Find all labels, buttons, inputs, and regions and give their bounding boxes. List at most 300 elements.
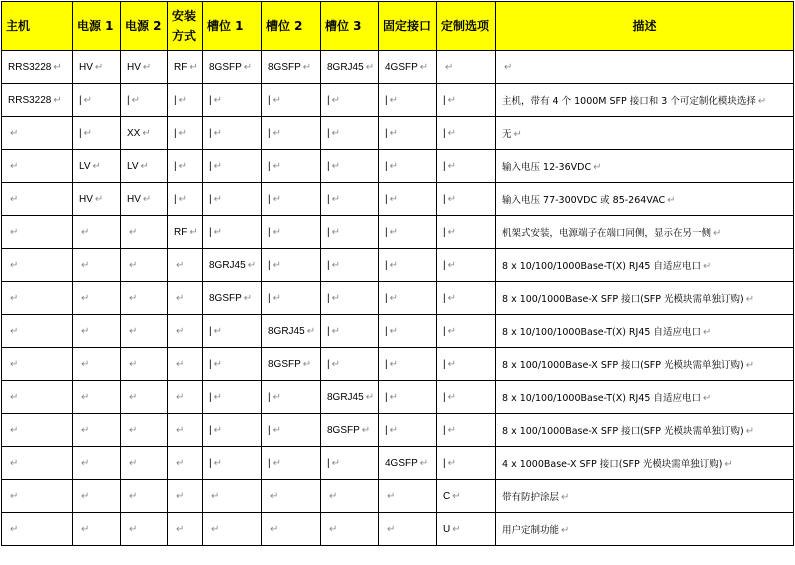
cell-fixed-port <box>379 513 437 546</box>
cell-text: | <box>327 193 330 205</box>
cell-description <box>496 282 794 315</box>
paragraph-mark-icon: ↵ <box>452 523 461 535</box>
cell-slot-2 <box>262 282 321 315</box>
cell-text: | <box>327 358 330 370</box>
cell-text: | <box>327 94 330 106</box>
paragraph-mark-icon: ↵ <box>513 129 522 140</box>
cell-text: 8GSFP <box>268 358 301 370</box>
paragraph-mark-icon: ↵ <box>419 61 429 73</box>
cell-host <box>2 513 73 546</box>
cell-text: HV <box>127 61 141 73</box>
cell-host <box>2 414 73 447</box>
cell-text: | <box>443 127 446 139</box>
cell-text: | <box>268 424 271 436</box>
cell-text: | <box>268 127 271 139</box>
paragraph-mark-icon: ↵ <box>272 457 281 469</box>
cell-power-2 <box>121 315 168 348</box>
paragraph-mark-icon: ↵ <box>447 94 456 106</box>
paragraph-mark-icon: ↵ <box>142 127 151 139</box>
table-body <box>2 51 794 546</box>
cell-mounting <box>168 447 203 480</box>
col-header-slot-1: 槽位 1 <box>203 2 262 51</box>
ordering-spec-table <box>1 1 794 546</box>
paragraph-mark-icon: ↵ <box>189 226 198 238</box>
paragraph-mark-icon: ↵ <box>389 226 398 238</box>
paragraph-mark-icon: ↵ <box>331 226 340 238</box>
cell-power-1 <box>73 150 121 183</box>
cell-mounting <box>168 513 203 546</box>
table-row <box>2 513 794 546</box>
cell-host <box>2 150 73 183</box>
paragraph-mark-icon: ↵ <box>213 94 222 106</box>
cell-power-2 <box>121 381 168 414</box>
table-row <box>2 84 794 117</box>
cell-power-2 <box>121 513 168 546</box>
cell-text: | <box>327 292 330 304</box>
paragraph-mark-icon: ↵ <box>702 327 712 338</box>
cell-text: RF <box>174 226 188 238</box>
paragraph-mark-icon: ↵ <box>389 160 398 172</box>
paragraph-mark-icon: ↵ <box>270 523 279 535</box>
cell-fixed-port <box>379 282 437 315</box>
cell-text: | <box>268 94 271 106</box>
table-row <box>2 150 794 183</box>
table-row <box>2 282 794 315</box>
cell-text: | <box>79 94 82 106</box>
cell-text: 8 x 10/100/1000Base-T(X) RJ45 自适应电口 <box>502 393 701 404</box>
cell-text: | <box>268 160 271 172</box>
cell-power-1 <box>73 84 121 117</box>
paragraph-mark-icon: ↵ <box>213 325 222 337</box>
table-row <box>2 216 794 249</box>
cell-text: 8 x 100/1000Base-X SFP 接口(SFP 光模块需单独订购) <box>502 294 744 305</box>
cell-slot-3 <box>321 117 379 150</box>
paragraph-mark-icon: ↵ <box>211 523 220 535</box>
paragraph-mark-icon: ↵ <box>331 358 340 370</box>
cell-text: | <box>443 160 446 172</box>
cell-text: | <box>268 259 271 271</box>
paragraph-mark-icon: ↵ <box>757 96 767 107</box>
cell-slot-1 <box>203 348 262 381</box>
cell-fixed-port <box>379 381 437 414</box>
cell-slot-3 <box>321 216 379 249</box>
paragraph-mark-icon: ↵ <box>211 490 220 502</box>
cell-text: | <box>385 358 388 370</box>
cell-description <box>496 348 794 381</box>
cell-text: 4GSFP <box>385 457 418 469</box>
cell-power-2 <box>121 183 168 216</box>
table-row <box>2 249 794 282</box>
cell-host <box>2 315 73 348</box>
cell-text: | <box>209 325 212 337</box>
paragraph-mark-icon: ↵ <box>10 424 19 436</box>
cell-slot-1 <box>203 480 262 513</box>
cell-text: | <box>443 457 446 469</box>
cell-power-1 <box>73 414 121 447</box>
cell-text: HV <box>127 193 141 205</box>
cell-text: | <box>385 94 388 106</box>
cell-fixed-port <box>379 249 437 282</box>
paragraph-mark-icon: ↵ <box>447 259 456 271</box>
paragraph-mark-icon: ↵ <box>10 391 19 403</box>
col-header-description: 描述 <box>496 2 794 51</box>
paragraph-mark-icon: ↵ <box>10 259 19 271</box>
cell-custom-option <box>437 480 496 513</box>
paragraph-mark-icon: ↵ <box>10 226 19 238</box>
paragraph-mark-icon: ↵ <box>178 127 187 139</box>
cell-slot-3 <box>321 447 379 480</box>
cell-description <box>496 447 794 480</box>
paragraph-mark-icon: ↵ <box>272 94 281 106</box>
paragraph-mark-icon: ↵ <box>389 292 398 304</box>
paragraph-mark-icon: ↵ <box>129 391 138 403</box>
cell-slot-2 <box>262 513 321 546</box>
cell-custom-option <box>437 282 496 315</box>
cell-power-1 <box>73 348 121 381</box>
cell-power-2 <box>121 150 168 183</box>
paragraph-mark-icon: ↵ <box>94 193 104 205</box>
table-row <box>2 348 794 381</box>
cell-slot-2 <box>262 117 321 150</box>
cell-fixed-port <box>379 150 437 183</box>
paragraph-mark-icon: ↵ <box>10 358 19 370</box>
cell-text: | <box>127 94 130 106</box>
paragraph-mark-icon: ↵ <box>176 292 185 304</box>
cell-slot-2 <box>262 183 321 216</box>
paragraph-mark-icon: ↵ <box>387 523 396 535</box>
paragraph-mark-icon: ↵ <box>81 226 90 238</box>
paragraph-mark-icon: ↵ <box>10 160 19 172</box>
paragraph-mark-icon: ↵ <box>452 490 461 502</box>
cell-mounting <box>168 381 203 414</box>
table-row <box>2 183 794 216</box>
cell-power-1 <box>73 381 121 414</box>
cell-text: | <box>385 226 388 238</box>
paragraph-mark-icon: ↵ <box>176 259 185 271</box>
cell-text: 输入电压 77-300VDC 或 85-264VAC <box>502 195 666 206</box>
cell-power-1 <box>73 282 121 315</box>
paragraph-mark-icon: ↵ <box>272 226 281 238</box>
cell-fixed-port <box>379 216 437 249</box>
cell-host <box>2 447 73 480</box>
col-header-custom-option: 定制选项 <box>437 2 496 51</box>
paragraph-mark-icon: ↵ <box>129 523 138 535</box>
paragraph-mark-icon: ↵ <box>447 292 456 304</box>
cell-text: | <box>174 127 177 139</box>
cell-text: 4 x 1000Base-X SFP 接口(SFP 光模块需单独订购) <box>502 459 723 470</box>
paragraph-mark-icon: ↵ <box>389 358 398 370</box>
paragraph-mark-icon: ↵ <box>447 160 456 172</box>
paragraph-mark-icon: ↵ <box>331 259 340 271</box>
paragraph-mark-icon: ↵ <box>387 490 396 502</box>
paragraph-mark-icon: ↵ <box>302 61 312 73</box>
paragraph-mark-icon: ↵ <box>272 160 281 172</box>
cell-power-2 <box>121 249 168 282</box>
cell-text: | <box>385 127 388 139</box>
paragraph-mark-icon: ↵ <box>447 391 456 403</box>
cell-text: 8GSFP <box>327 424 360 436</box>
table-row <box>2 381 794 414</box>
paragraph-mark-icon: ↵ <box>365 61 375 73</box>
paragraph-mark-icon: ↵ <box>81 424 90 436</box>
table-row <box>2 480 794 513</box>
cell-power-2 <box>121 348 168 381</box>
cell-text: | <box>174 160 177 172</box>
paragraph-mark-icon: ↵ <box>243 292 253 304</box>
paragraph-mark-icon: ↵ <box>306 325 316 337</box>
paragraph-mark-icon: ↵ <box>213 391 222 403</box>
cell-description <box>496 414 794 447</box>
cell-description <box>496 315 794 348</box>
table-row <box>2 315 794 348</box>
cell-description <box>496 84 794 117</box>
cell-mounting <box>168 183 203 216</box>
cell-slot-1 <box>203 414 262 447</box>
paragraph-mark-icon: ↵ <box>702 393 712 404</box>
cell-text: RRS3228 <box>8 61 52 73</box>
cell-slot-1 <box>203 117 262 150</box>
cell-text: 4GSFP <box>385 61 418 73</box>
cell-custom-option <box>437 249 496 282</box>
cell-mounting <box>168 51 203 84</box>
cell-slot-1 <box>203 84 262 117</box>
table-row <box>2 51 794 84</box>
paragraph-mark-icon: ↵ <box>331 160 340 172</box>
cell-text: | <box>209 424 212 436</box>
paragraph-mark-icon: ↵ <box>389 391 398 403</box>
cell-slot-2 <box>262 315 321 348</box>
cell-slot-1 <box>203 315 262 348</box>
cell-text: | <box>385 292 388 304</box>
cell-text: | <box>443 391 446 403</box>
cell-custom-option <box>437 447 496 480</box>
paragraph-mark-icon: ↵ <box>176 358 185 370</box>
paragraph-mark-icon: ↵ <box>140 160 149 172</box>
paragraph-mark-icon: ↵ <box>389 424 398 436</box>
paragraph-mark-icon: ↵ <box>243 61 253 73</box>
cell-host <box>2 249 73 282</box>
paragraph-mark-icon: ↵ <box>447 457 456 469</box>
cell-text: 8GRJ45 <box>327 391 364 403</box>
cell-text: | <box>385 160 388 172</box>
paragraph-mark-icon: ↵ <box>247 259 257 271</box>
cell-fixed-port <box>379 348 437 381</box>
paragraph-mark-icon: ↵ <box>419 457 429 469</box>
cell-description <box>496 216 794 249</box>
cell-power-1 <box>73 447 121 480</box>
cell-text: 输入电压 12-36VDC <box>502 162 592 173</box>
paragraph-mark-icon: ↵ <box>10 127 19 139</box>
paragraph-mark-icon: ↵ <box>81 490 90 502</box>
cell-text: | <box>209 226 212 238</box>
paragraph-mark-icon: ↵ <box>10 457 19 469</box>
cell-text: | <box>443 292 446 304</box>
cell-slot-2 <box>262 51 321 84</box>
cell-host <box>2 381 73 414</box>
cell-slot-3 <box>321 348 379 381</box>
cell-text: RF <box>174 61 188 73</box>
cell-slot-1 <box>203 183 262 216</box>
cell-fixed-port <box>379 51 437 84</box>
paragraph-mark-icon: ↵ <box>176 325 185 337</box>
cell-slot-2 <box>262 381 321 414</box>
paragraph-mark-icon: ↵ <box>331 457 340 469</box>
paragraph-mark-icon: ↵ <box>389 127 398 139</box>
cell-text: | <box>268 292 271 304</box>
cell-slot-1 <box>203 51 262 84</box>
cell-slot-3 <box>321 150 379 183</box>
cell-text: | <box>385 391 388 403</box>
paragraph-mark-icon: ↵ <box>213 160 222 172</box>
cell-text: | <box>385 424 388 436</box>
paragraph-mark-icon: ↵ <box>447 424 456 436</box>
table-row <box>2 447 794 480</box>
cell-slot-2 <box>262 249 321 282</box>
cell-power-1 <box>73 315 121 348</box>
cell-host <box>2 282 73 315</box>
cell-host <box>2 51 73 84</box>
cell-text: | <box>268 457 271 469</box>
cell-text: | <box>443 226 446 238</box>
cell-text: | <box>443 358 446 370</box>
cell-text: 8GSFP <box>209 292 242 304</box>
cell-text: 用户定制功能 <box>502 525 560 536</box>
cell-mounting <box>168 216 203 249</box>
cell-slot-3 <box>321 249 379 282</box>
paragraph-mark-icon: ↵ <box>331 127 340 139</box>
paragraph-mark-icon: ↵ <box>331 292 340 304</box>
cell-power-1 <box>73 480 121 513</box>
paragraph-mark-icon: ↵ <box>53 61 62 73</box>
cell-custom-option <box>437 315 496 348</box>
cell-power-1 <box>73 513 121 546</box>
cell-slot-3 <box>321 414 379 447</box>
paragraph-mark-icon: ↵ <box>561 492 570 503</box>
cell-description <box>496 150 794 183</box>
cell-slot-3 <box>321 183 379 216</box>
paragraph-mark-icon: ↵ <box>142 61 152 73</box>
paragraph-mark-icon: ↵ <box>389 325 398 337</box>
cell-power-1 <box>73 183 121 216</box>
paragraph-mark-icon: ↵ <box>504 61 513 73</box>
cell-mounting <box>168 249 203 282</box>
paragraph-mark-icon: ↵ <box>667 195 676 206</box>
paragraph-mark-icon: ↵ <box>129 226 138 238</box>
paragraph-mark-icon: ↵ <box>213 424 222 436</box>
cell-text: | <box>327 127 330 139</box>
cell-text: HV <box>79 193 93 205</box>
cell-text: | <box>443 94 446 106</box>
cell-text: | <box>174 193 177 205</box>
cell-power-2 <box>121 84 168 117</box>
paragraph-mark-icon: ↵ <box>129 358 138 370</box>
cell-slot-1 <box>203 447 262 480</box>
paragraph-mark-icon: ↵ <box>189 61 198 73</box>
cell-text: 8 x 100/1000Base-X SFP 接口(SFP 光模块需单独订购) <box>502 360 744 371</box>
paragraph-mark-icon: ↵ <box>10 523 19 535</box>
paragraph-mark-icon: ↵ <box>447 226 456 238</box>
cell-slot-3 <box>321 315 379 348</box>
paragraph-mark-icon: ↵ <box>131 94 140 106</box>
paragraph-mark-icon: ↵ <box>272 193 281 205</box>
cell-slot-2 <box>262 84 321 117</box>
cell-host <box>2 216 73 249</box>
paragraph-mark-icon: ↵ <box>176 391 185 403</box>
cell-text: 8GSFP <box>209 61 242 73</box>
cell-description <box>496 381 794 414</box>
paragraph-mark-icon: ↵ <box>365 391 375 403</box>
cell-slot-3 <box>321 381 379 414</box>
cell-slot-1 <box>203 381 262 414</box>
paragraph-mark-icon: ↵ <box>745 426 755 437</box>
cell-power-2 <box>121 51 168 84</box>
cell-text: 主机，带有 4 个 1000M SFP 接口和 3 个可定制化模块选择 <box>502 96 756 107</box>
paragraph-mark-icon: ↵ <box>745 360 755 371</box>
cell-slot-3 <box>321 282 379 315</box>
cell-text: | <box>443 424 446 436</box>
cell-custom-option <box>437 51 496 84</box>
paragraph-mark-icon: ↵ <box>331 325 340 337</box>
cell-text: | <box>385 325 388 337</box>
paragraph-mark-icon: ↵ <box>213 457 222 469</box>
paragraph-mark-icon: ↵ <box>81 292 90 304</box>
cell-fixed-port <box>379 315 437 348</box>
cell-slot-2 <box>262 216 321 249</box>
paragraph-mark-icon: ↵ <box>176 424 185 436</box>
cell-slot-1 <box>203 282 262 315</box>
paragraph-mark-icon: ↵ <box>83 127 92 139</box>
paragraph-mark-icon: ↵ <box>213 193 222 205</box>
paragraph-mark-icon: ↵ <box>129 457 138 469</box>
col-header-slot-3: 槽位 3 <box>321 2 379 51</box>
paragraph-mark-icon: ↵ <box>10 325 19 337</box>
cell-slot-3 <box>321 513 379 546</box>
cell-text: | <box>209 160 212 172</box>
cell-text: 8GRJ45 <box>209 259 246 271</box>
cell-custom-option <box>437 414 496 447</box>
paragraph-mark-icon: ↵ <box>129 424 138 436</box>
paragraph-mark-icon: ↵ <box>10 490 19 502</box>
cell-power-2 <box>121 216 168 249</box>
cell-slot-2 <box>262 150 321 183</box>
cell-text: 8 x 10/100/1000Base-T(X) RJ45 自适应电口 <box>502 327 701 338</box>
paragraph-mark-icon: ↵ <box>702 261 712 272</box>
cell-text: 8GRJ45 <box>327 61 364 73</box>
cell-host <box>2 480 73 513</box>
cell-description <box>496 513 794 546</box>
cell-text: | <box>209 94 212 106</box>
cell-text: U <box>443 523 451 535</box>
cell-fixed-port <box>379 183 437 216</box>
col-header-power-2: 电源 2 <box>121 2 168 51</box>
cell-text: | <box>268 193 271 205</box>
header-row <box>2 2 794 51</box>
paragraph-mark-icon: ↵ <box>447 127 456 139</box>
paragraph-mark-icon: ↵ <box>302 358 312 370</box>
paragraph-mark-icon: ↵ <box>94 61 104 73</box>
cell-text: | <box>209 391 212 403</box>
paragraph-mark-icon: ↵ <box>713 228 722 239</box>
cell-power-1 <box>73 249 121 282</box>
paragraph-mark-icon: ↵ <box>329 490 338 502</box>
cell-text: 8GRJ45 <box>268 325 305 337</box>
cell-text: | <box>443 325 446 337</box>
cell-slot-1 <box>203 249 262 282</box>
paragraph-mark-icon: ↵ <box>81 391 90 403</box>
paragraph-mark-icon: ↵ <box>331 94 340 106</box>
paragraph-mark-icon: ↵ <box>178 94 187 106</box>
cell-text: 8 x 100/1000Base-X SFP 接口(SFP 光模块需单独订购) <box>502 426 744 437</box>
